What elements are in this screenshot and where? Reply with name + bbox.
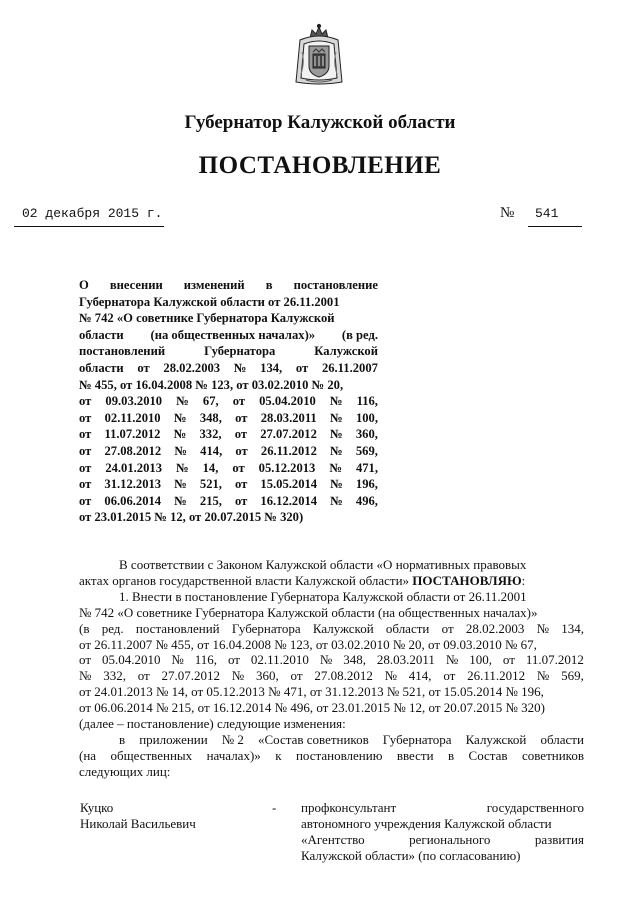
text-segment: 348, bbox=[343, 652, 366, 668]
text-segment: № bbox=[330, 477, 343, 492]
text-segment: 16.12.2014 bbox=[260, 493, 318, 508]
document-number-label: № bbox=[500, 205, 515, 221]
text-segment: № 742 «О советнике Губернатора Калужской области (на общественных началах)» bbox=[79, 604, 538, 620]
text-segment: № bbox=[175, 460, 189, 475]
text-segment: от bbox=[443, 668, 456, 684]
text-segment: (далее – постановление) следующие изменения: bbox=[79, 716, 346, 732]
text-segment: 02.11.2010 bbox=[250, 652, 309, 668]
text-segment: от bbox=[235, 493, 248, 508]
text-segment: от bbox=[79, 460, 92, 475]
document-date: 02 декабря 2015 г. bbox=[22, 206, 163, 221]
text-segment: 27.07.2012 bbox=[161, 668, 221, 684]
text-segment: 27.08.2012 bbox=[104, 443, 162, 458]
text-segment: 11.07.2012 bbox=[104, 427, 161, 442]
text-segment: от 26.11.2007 № 455, от 16.04.2008 № 123, от 03.02.2010 № 20, от 09.03.2010 № 67, bbox=[79, 636, 537, 652]
text-segment: № bbox=[536, 668, 550, 684]
text-segment: 332, bbox=[103, 668, 126, 684]
text-segment: 05.04.2010 bbox=[101, 652, 161, 668]
body-line bbox=[79, 621, 584, 637]
text-segment: Губернатора Калужской области от 26.11.2001 bbox=[79, 294, 340, 309]
document-title bbox=[79, 277, 378, 526]
body-line bbox=[79, 684, 584, 700]
title-line bbox=[79, 310, 378, 327]
text-segment: области bbox=[79, 360, 124, 375]
text-segment: 05.04.2010 bbox=[259, 394, 316, 409]
text-segment: 67, bbox=[202, 394, 219, 409]
preamble-line: актах органов государственной власти Калужской области» ПОСТАНОВЛЯЮ: bbox=[79, 572, 526, 588]
text-segment: от bbox=[502, 652, 515, 668]
text-segment: 31.12.2013 bbox=[104, 477, 162, 492]
body-line bbox=[79, 637, 584, 653]
text-segment: 116, bbox=[356, 394, 378, 409]
text-segment: приложении bbox=[139, 731, 208, 747]
issuing-authority: Губернатор Калужской области bbox=[184, 112, 456, 133]
text-segment: 100, bbox=[355, 410, 378, 425]
text-segment: Губернатора bbox=[382, 731, 452, 747]
text-segment: Калужской bbox=[312, 620, 374, 636]
text-segment: 28.02.2003 bbox=[465, 620, 525, 636]
text-segment: 1. Внести в постановление Губернатора Калужской области от 26.11.2001 bbox=[119, 588, 527, 604]
text-segment: в bbox=[119, 731, 126, 747]
text-segment: от bbox=[235, 477, 248, 492]
body-line bbox=[79, 732, 584, 748]
text-segment: 24.01.2013 bbox=[105, 460, 162, 475]
text-segment: области bbox=[385, 620, 430, 636]
text-segment: от bbox=[79, 443, 92, 458]
coat-of-arms-emblem bbox=[292, 22, 346, 88]
text-segment: «Состав советников bbox=[257, 731, 369, 747]
text-segment: от bbox=[79, 477, 92, 492]
text-segment: № bbox=[171, 652, 184, 668]
text-segment: № bbox=[536, 620, 549, 636]
text-segment: № bbox=[231, 668, 245, 684]
text-segment: к bbox=[275, 747, 282, 763]
text-segment: № bbox=[329, 394, 343, 409]
text-segment: развития bbox=[534, 832, 584, 847]
text-segment: 348, bbox=[199, 410, 222, 425]
text-segment: 26.11.2012 bbox=[467, 668, 526, 684]
text-segment: от bbox=[79, 493, 92, 508]
title-line bbox=[79, 460, 378, 477]
text-segment: ред. bbox=[101, 620, 124, 636]
text-segment: советников bbox=[521, 747, 584, 763]
person-given-names: Николай Васильевич bbox=[80, 816, 196, 831]
text-segment: № bbox=[173, 427, 187, 442]
text-segment: 28.03.2011 bbox=[376, 652, 435, 668]
text-segment: от bbox=[79, 410, 92, 425]
text-segment: № bbox=[174, 443, 187, 458]
text-segment: от bbox=[295, 360, 309, 375]
paragraph-2 bbox=[79, 732, 584, 780]
text-segment: постановлению bbox=[295, 747, 383, 763]
text-segment: № bbox=[319, 652, 333, 668]
date-underline bbox=[14, 226, 164, 227]
text-segment: № bbox=[233, 360, 247, 375]
text-segment: Калужской области» (по согласованию) bbox=[301, 848, 521, 863]
text-segment: постановлений bbox=[79, 344, 166, 359]
text-segment: 215, bbox=[199, 493, 222, 508]
text-segment: области bbox=[79, 327, 124, 342]
text-segment: постановление bbox=[293, 278, 378, 292]
document-body bbox=[79, 557, 584, 780]
text-segment: (на bbox=[79, 747, 97, 763]
text-segment: № bbox=[445, 652, 459, 668]
text-segment: № bbox=[79, 668, 92, 684]
text-segment: 27.08.2012 bbox=[314, 668, 373, 684]
text-segment: Состав bbox=[468, 747, 508, 763]
text-segment: № bbox=[330, 427, 343, 442]
text-segment: Губернатора bbox=[204, 344, 276, 359]
text-segment: автономного учреждения Калужской области bbox=[301, 816, 552, 831]
title-line bbox=[79, 426, 378, 443]
body-line bbox=[79, 764, 584, 780]
text-segment: 134, bbox=[260, 360, 283, 375]
text-segment: 28.02.2003 bbox=[163, 360, 221, 375]
position-line bbox=[301, 800, 584, 816]
text-segment: от bbox=[441, 620, 454, 636]
text-segment: в bbox=[447, 747, 455, 763]
text-segment: 496, bbox=[355, 493, 378, 508]
body-line bbox=[79, 605, 584, 621]
text-segment: внесении bbox=[109, 278, 163, 292]
text-segment: 360, bbox=[255, 668, 279, 684]
text-segment: изменений bbox=[183, 278, 245, 292]
person-position bbox=[301, 800, 584, 864]
text-segment: № bbox=[174, 477, 187, 492]
text-segment: ввести bbox=[396, 747, 434, 763]
text-segment: № 455, от 16.04.2008 № 123, от 03.02.2010 № 20, bbox=[79, 377, 344, 392]
text-segment: 26.11.2007 bbox=[321, 360, 378, 375]
text-segment: от bbox=[79, 652, 92, 668]
text-segment: государственного bbox=[486, 800, 584, 815]
text-segment: общественных bbox=[110, 747, 193, 763]
text-segment: О bbox=[79, 278, 89, 292]
body-line bbox=[79, 668, 584, 684]
document-type-heading: ПОСТАНОВЛЕНИЕ bbox=[198, 152, 442, 179]
document-number: 541 bbox=[535, 206, 559, 221]
number-underline bbox=[528, 226, 582, 227]
position-line bbox=[301, 816, 584, 832]
title-line bbox=[79, 509, 378, 526]
text-segment: 414, bbox=[200, 443, 223, 458]
title-line bbox=[79, 277, 378, 294]
text-segment: 28.03.2011 bbox=[260, 410, 317, 425]
body-line bbox=[79, 716, 584, 732]
text-segment: Калужской bbox=[314, 344, 378, 359]
text-segment: «Агентство bbox=[301, 832, 365, 847]
text-segment: следующих лиц: bbox=[79, 763, 171, 779]
text-segment: 196, bbox=[355, 477, 378, 492]
text-segment: профконсультант bbox=[301, 800, 397, 815]
text-segment: в bbox=[265, 278, 273, 292]
text-segment: от bbox=[235, 443, 248, 458]
text-segment: Калужской bbox=[465, 731, 527, 747]
text-segment: № 2 bbox=[221, 731, 244, 747]
text-segment: 100, bbox=[469, 652, 492, 668]
text-segment: 02.11.2010 bbox=[104, 410, 161, 425]
title-line bbox=[79, 393, 378, 410]
text-segment: (в bbox=[79, 620, 90, 636]
text-segment: 521, bbox=[199, 477, 222, 492]
position-line bbox=[301, 848, 584, 864]
text-segment: № bbox=[330, 493, 343, 508]
decree-word: ПОСТАНОВЛЯЮ bbox=[412, 572, 522, 588]
text-segment: от bbox=[137, 360, 150, 375]
title-line bbox=[79, 493, 378, 510]
title-line bbox=[79, 410, 378, 427]
text-segment: 11.07.2012 bbox=[525, 652, 584, 668]
text-segment: от bbox=[232, 394, 246, 409]
text-segment: 569, bbox=[561, 668, 584, 684]
text-segment: 15.05.2014 bbox=[260, 477, 318, 492]
text-segment: регионального bbox=[409, 832, 491, 847]
text-segment: № bbox=[173, 410, 187, 425]
title-line bbox=[79, 377, 378, 394]
text-segment: 14, bbox=[202, 460, 219, 475]
body-line bbox=[79, 700, 584, 716]
text-segment: 27.07.2012 bbox=[260, 427, 317, 442]
text-segment: 26.11.2012 bbox=[260, 443, 317, 458]
text-segment: 414, bbox=[408, 668, 432, 684]
text-segment: (в ред. bbox=[341, 327, 378, 342]
body-line bbox=[79, 748, 584, 764]
text-segment: № 742 «О советнике Губернатора Калужской bbox=[79, 311, 335, 326]
text-segment: 09.03.2010 bbox=[105, 394, 163, 409]
separator-dash: - bbox=[272, 800, 277, 815]
text-segment: от bbox=[79, 427, 92, 442]
paragraph-1 bbox=[79, 589, 584, 732]
body-line bbox=[79, 589, 584, 605]
text-segment: области bbox=[540, 731, 584, 747]
text-segment: 332, bbox=[199, 427, 222, 442]
person-surname: Куцко bbox=[80, 800, 114, 815]
text-segment: Губернатора bbox=[231, 620, 301, 636]
text-segment: от bbox=[232, 460, 245, 475]
title-line bbox=[79, 360, 378, 377]
text-segment: от 06.06.2014 № 215, от 16.12.2014 № 496, от 23.01.2015 № 12, от 20.07.2015 № 320) bbox=[79, 700, 545, 716]
text-segment: № bbox=[176, 394, 189, 409]
title-line bbox=[79, 443, 378, 460]
text-segment: (на общественных началах)» bbox=[150, 327, 316, 342]
text-segment: 05.12.2013 bbox=[258, 460, 316, 475]
text-segment: 471, bbox=[355, 460, 378, 475]
text-segment: № bbox=[384, 668, 397, 684]
text-segment: 360, bbox=[355, 427, 378, 442]
person-name bbox=[80, 800, 196, 832]
text-segment: от bbox=[79, 394, 92, 409]
position-line bbox=[301, 832, 584, 848]
text-segment: № bbox=[174, 493, 187, 508]
text-segment: постановлений bbox=[135, 620, 220, 636]
text-segment: от 23.01.2015 № 12, от 20.07.2015 № 320) bbox=[79, 510, 304, 525]
preamble-line: В соответствии с Законом Калужской области «О нормативных правовых bbox=[119, 557, 527, 572]
text-segment: от bbox=[234, 427, 248, 442]
text-segment: от bbox=[227, 652, 240, 668]
text-segment: 569, bbox=[355, 443, 378, 458]
text-segment: от bbox=[290, 668, 303, 684]
text-segment: от 24.01.2013 № 14, от 05.12.2013 № 471, от 31.12.2013 № 521, от 15.05.2014 № 196, bbox=[79, 684, 544, 700]
text-segment: 06.06.2014 bbox=[104, 493, 162, 508]
title-line bbox=[79, 343, 378, 360]
title-line bbox=[79, 327, 378, 344]
body-line bbox=[79, 652, 584, 668]
text-segment: № bbox=[329, 460, 342, 475]
text-segment: 116, bbox=[194, 652, 218, 668]
text-segment: началах)» bbox=[206, 747, 261, 763]
text-segment: № bbox=[330, 410, 343, 425]
text-segment: от bbox=[235, 410, 248, 425]
title-line bbox=[79, 294, 378, 311]
title-line bbox=[79, 476, 378, 493]
text-segment: от bbox=[137, 668, 150, 684]
text-segment: № bbox=[330, 443, 343, 458]
text-segment: 134, bbox=[561, 620, 584, 636]
